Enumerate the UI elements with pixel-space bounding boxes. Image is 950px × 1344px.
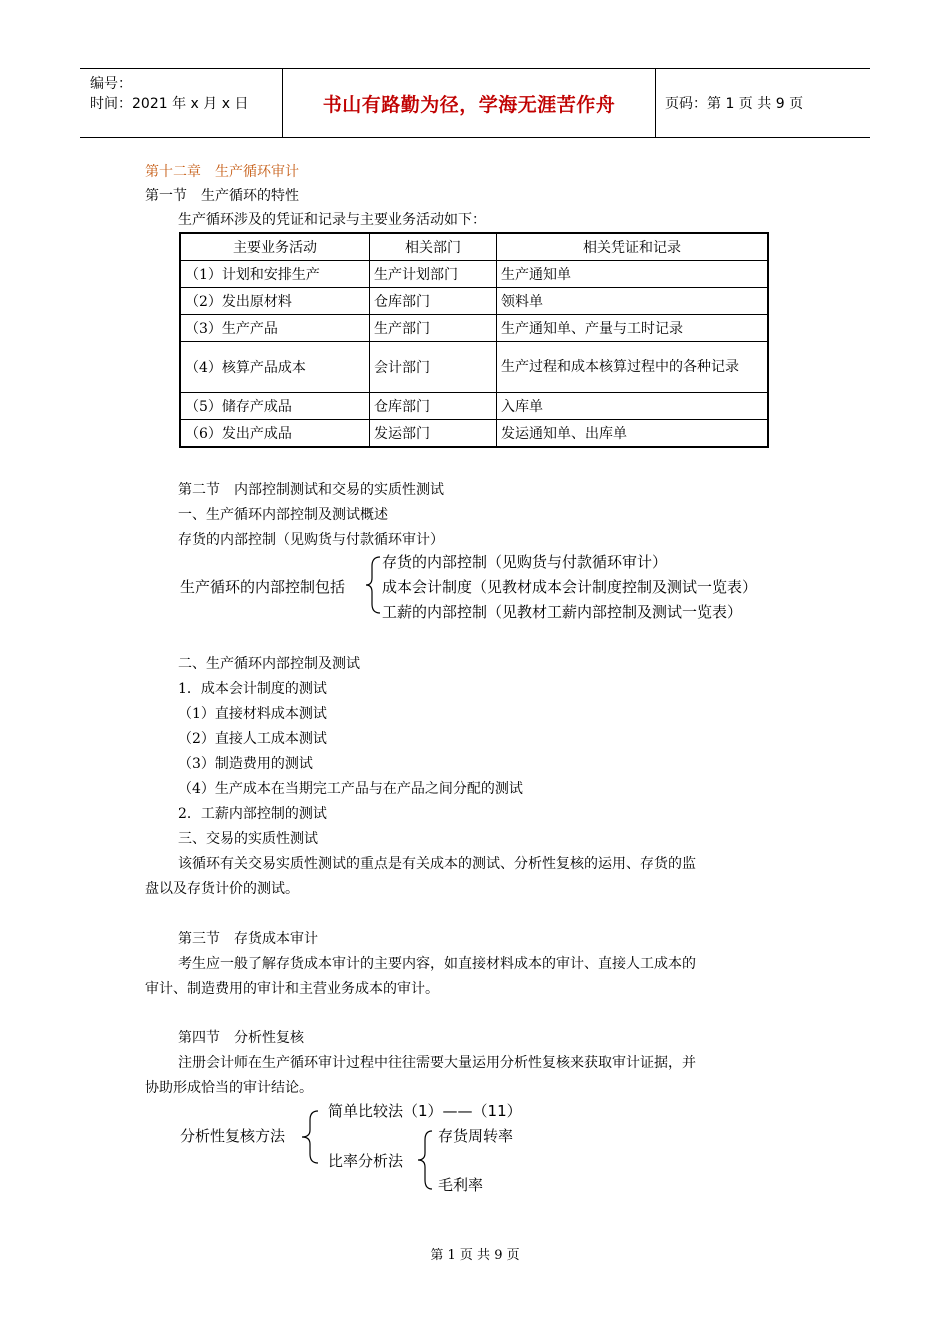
table-cell: 生产计划部门 — [370, 261, 497, 288]
table-cell: 生产通知单、产量与工时记录 — [497, 315, 769, 342]
section2-p11-line2: 盘以及存货计价的测试。 — [145, 881, 299, 897]
time-label: 时间：2021 年 x 月 x 日 — [90, 96, 249, 112]
section4-p1-line2: 协助形成恰当的审计结论。 — [145, 1080, 313, 1096]
section2-title: 第二节 内部控制测试和交易的实质性测试 — [178, 482, 444, 498]
table-cell: （2）发出原材料 — [180, 288, 370, 315]
table-cell: 会计部门 — [370, 342, 497, 393]
table-cell: 领料单 — [497, 288, 769, 315]
review-diagram-root: 分析性复核方法 — [180, 1127, 286, 1145]
table-header: 相关凭证和记录 — [497, 233, 769, 261]
table-row — [180, 342, 768, 393]
table-row — [180, 288, 768, 315]
page-header — [80, 68, 870, 138]
activity-table — [179, 232, 769, 448]
header-info-cell — [80, 69, 283, 137]
table-cell: 生产通知单 — [497, 261, 769, 288]
section4-title: 第四节 分析性复核 — [178, 1030, 304, 1046]
section2-p3: 二、生产循环内部控制及测试 — [178, 656, 360, 672]
table-cell: （6）发出产成品 — [180, 420, 370, 448]
table-cell: 生产部门 — [370, 315, 497, 342]
section4-p1-line1: 注册会计师在生产循环审计过程中往往需要大量运用分析性复核来获取审计证据，并 — [178, 1055, 696, 1071]
table-row — [180, 420, 768, 448]
section3-p1-line2: 审计、制造费用的审计和主营业务成本的审计。 — [145, 981, 439, 997]
section1-intro: 生产循环涉及的凭证和记录与主要业务活动如下： — [178, 212, 486, 228]
code-label: 编号： — [90, 76, 132, 92]
table-cell: （3）生产产品 — [180, 315, 370, 342]
section3-p1-line1: 考生应一般了解存货成本审计的主要内容，如直接材料成本的审计、直接人工成本的 — [178, 956, 696, 972]
table-header: 相关部门 — [370, 233, 497, 261]
table-cell: 仓库部门 — [370, 393, 497, 420]
table-header-row — [180, 233, 768, 261]
table-header: 主要业务活动 — [180, 233, 370, 261]
review-diagram-simple: 简单比较法（1）——（11） — [328, 1102, 522, 1120]
table-cell: （4）核算产品成本 — [180, 342, 370, 393]
control-diagram-item: 成本会计制度（见教材成本会计制度控制及测试一览表） — [382, 578, 758, 596]
section3-title: 第三节 存货成本审计 — [178, 931, 318, 947]
table-cell: 发运通知单、出库单 — [497, 420, 769, 448]
page-footer: 第 1 页 共 9 页 — [430, 1248, 520, 1263]
brace-icon — [298, 1108, 322, 1166]
section2-p10: 三、交易的实质性测试 — [178, 831, 318, 847]
header-page-cell — [656, 69, 870, 137]
section2-p6: （2）直接人工成本测试 — [178, 731, 327, 747]
section2-p1: 一、生产循环内部控制及测试概述 — [178, 507, 388, 523]
motto: 书山有路勤为径，学海无涯苦作舟 — [322, 93, 616, 116]
table-cell: 发运部门 — [370, 420, 497, 448]
section2-p4: 1．成本会计制度的测试 — [178, 681, 327, 697]
table-cell: 入库单 — [497, 393, 769, 420]
section1-title: 第一节 生产循环的特性 — [145, 188, 299, 204]
table-row — [180, 261, 768, 288]
section2-p7: （3）制造费用的测试 — [178, 756, 313, 772]
control-diagram-item: 工薪的内部控制（见教材工薪内部控制及测试一览表） — [382, 603, 743, 621]
table-row — [180, 315, 768, 342]
chapter-title: 第十二章 生产循环审计 — [145, 164, 299, 180]
review-diagram-ratio: 比率分析法 — [328, 1152, 404, 1170]
review-diagram-ratio-item: 毛利率 — [438, 1176, 484, 1194]
table-row — [180, 393, 768, 420]
brace-icon — [414, 1128, 436, 1192]
section2-p5: （1）直接材料成本测试 — [178, 706, 327, 722]
control-diagram-root: 生产循环的内部控制包括 — [180, 578, 346, 596]
header-motto-cell — [283, 69, 656, 137]
control-diagram-item: 存货的内部控制（见购货与付款循环审计） — [382, 553, 668, 571]
review-diagram-ratio-item: 存货周转率 — [438, 1127, 514, 1145]
section2-p11-line1: 该循环有关交易实质性测试的重点是有关成本的测试、分析性复核的运用、存货的监 — [178, 856, 696, 872]
table-cell: （1）计划和安排生产 — [180, 261, 370, 288]
section2-p9: 2．工薪内部控制的测试 — [178, 806, 327, 822]
table-cell: 仓库部门 — [370, 288, 497, 315]
brace-icon — [364, 554, 384, 616]
table-cell: 生产过程和成本核算过程中的各种记录 — [497, 342, 769, 393]
section2-p8: （4）生产成本在当期完工产品与在产品之间分配的测试 — [178, 781, 523, 797]
page-label: 页码：第 1 页 共 9 页 — [665, 96, 804, 112]
section2-p2: 存货的内部控制（见购货与付款循环审计） — [178, 532, 444, 548]
table-cell: （5）储存产成品 — [180, 393, 370, 420]
